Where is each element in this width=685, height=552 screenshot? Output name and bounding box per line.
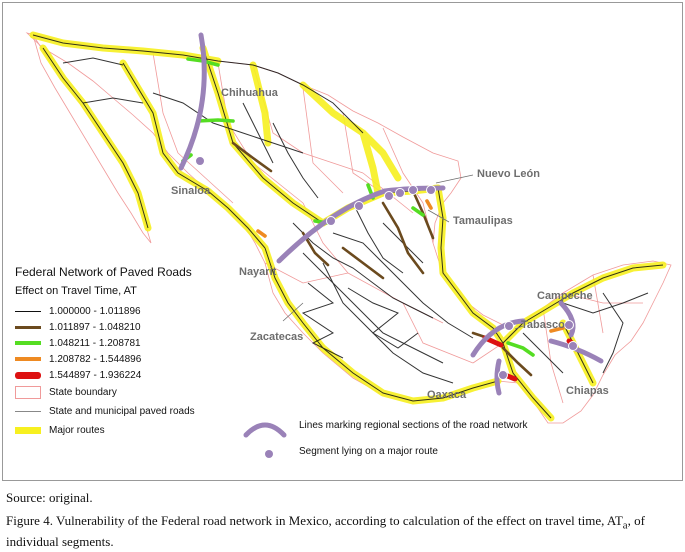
legend-state-boundary-label: State boundary xyxy=(49,387,117,398)
swatch-state-municipal xyxy=(15,411,41,412)
legend-class-label: 1.000000 - 1.011896 xyxy=(49,305,141,317)
label-tamaulipas: Tamaulipas xyxy=(453,215,513,227)
caption-subscript: a xyxy=(622,519,628,532)
legend-class-5 xyxy=(15,367,255,383)
legend-class-label: 1.048211 - 1.208781 xyxy=(49,337,141,349)
legend-title: Federal Network of Paved Roads xyxy=(15,265,192,279)
swatch-class-2 xyxy=(15,326,41,329)
swatch-class-4 xyxy=(15,357,41,361)
road-network-orange xyxy=(258,201,563,331)
label-nuevo-leon: Nuevo León xyxy=(477,168,540,180)
swatch-class-1 xyxy=(15,311,41,312)
legend-segment-label: Segment lying on a major route xyxy=(299,446,438,457)
label-leaders xyxy=(283,175,523,329)
caption-text-end: , of individual segments. xyxy=(6,513,645,549)
swatch-state-boundary xyxy=(15,386,41,399)
legend-major-routes xyxy=(15,421,255,440)
figure-caption xyxy=(6,513,678,550)
swatch-class-3 xyxy=(15,341,41,345)
label-sinaloa: Sinaloa xyxy=(171,185,211,197)
legend-class-1 xyxy=(15,303,255,319)
legend-class-3 xyxy=(15,335,255,351)
legend-subtitle: Effect on Travel Time, AT xyxy=(15,285,137,297)
legend-class-2 xyxy=(15,319,255,335)
label-oaxaca: Oaxaca xyxy=(427,389,467,401)
legend-regional-lines-label: Lines marking regional sections of the road network xyxy=(299,420,528,431)
legend-state-municipal-label: State and municipal paved roads xyxy=(49,406,195,417)
label-campeche: Campeche xyxy=(537,290,593,302)
label-chiapas: Chiapas xyxy=(566,385,609,397)
label-zacatecas: Zacatecas xyxy=(250,331,304,343)
legend-major-routes-label: Major routes xyxy=(49,425,105,436)
legend-class-label: 1.544897 - 1.936224 xyxy=(49,369,142,381)
swatch-class-5 xyxy=(15,372,41,379)
legend-state-municipal xyxy=(15,402,255,421)
map-figure xyxy=(2,2,683,481)
caption-text: Figure 4. Vulnerability of the Federal road network in Mexico, according to calculation of the effect on travel time, AT xyxy=(6,513,623,528)
legend-state-boundary xyxy=(15,383,255,402)
label-tabasco: Tabasco xyxy=(521,319,565,331)
legend-class-label: 1.208782 - 1.544896 xyxy=(49,353,142,365)
label-chihuahua: Chihuahua xyxy=(221,87,278,99)
swatch-major-routes xyxy=(15,427,41,434)
figure-source: Source: original. xyxy=(6,490,93,505)
legend-class-4 xyxy=(15,351,255,367)
legend-class-label: 1.011897 - 1.048210 xyxy=(49,321,141,333)
map-legend xyxy=(15,265,255,440)
label-nayarit: Nayarit xyxy=(239,266,277,278)
